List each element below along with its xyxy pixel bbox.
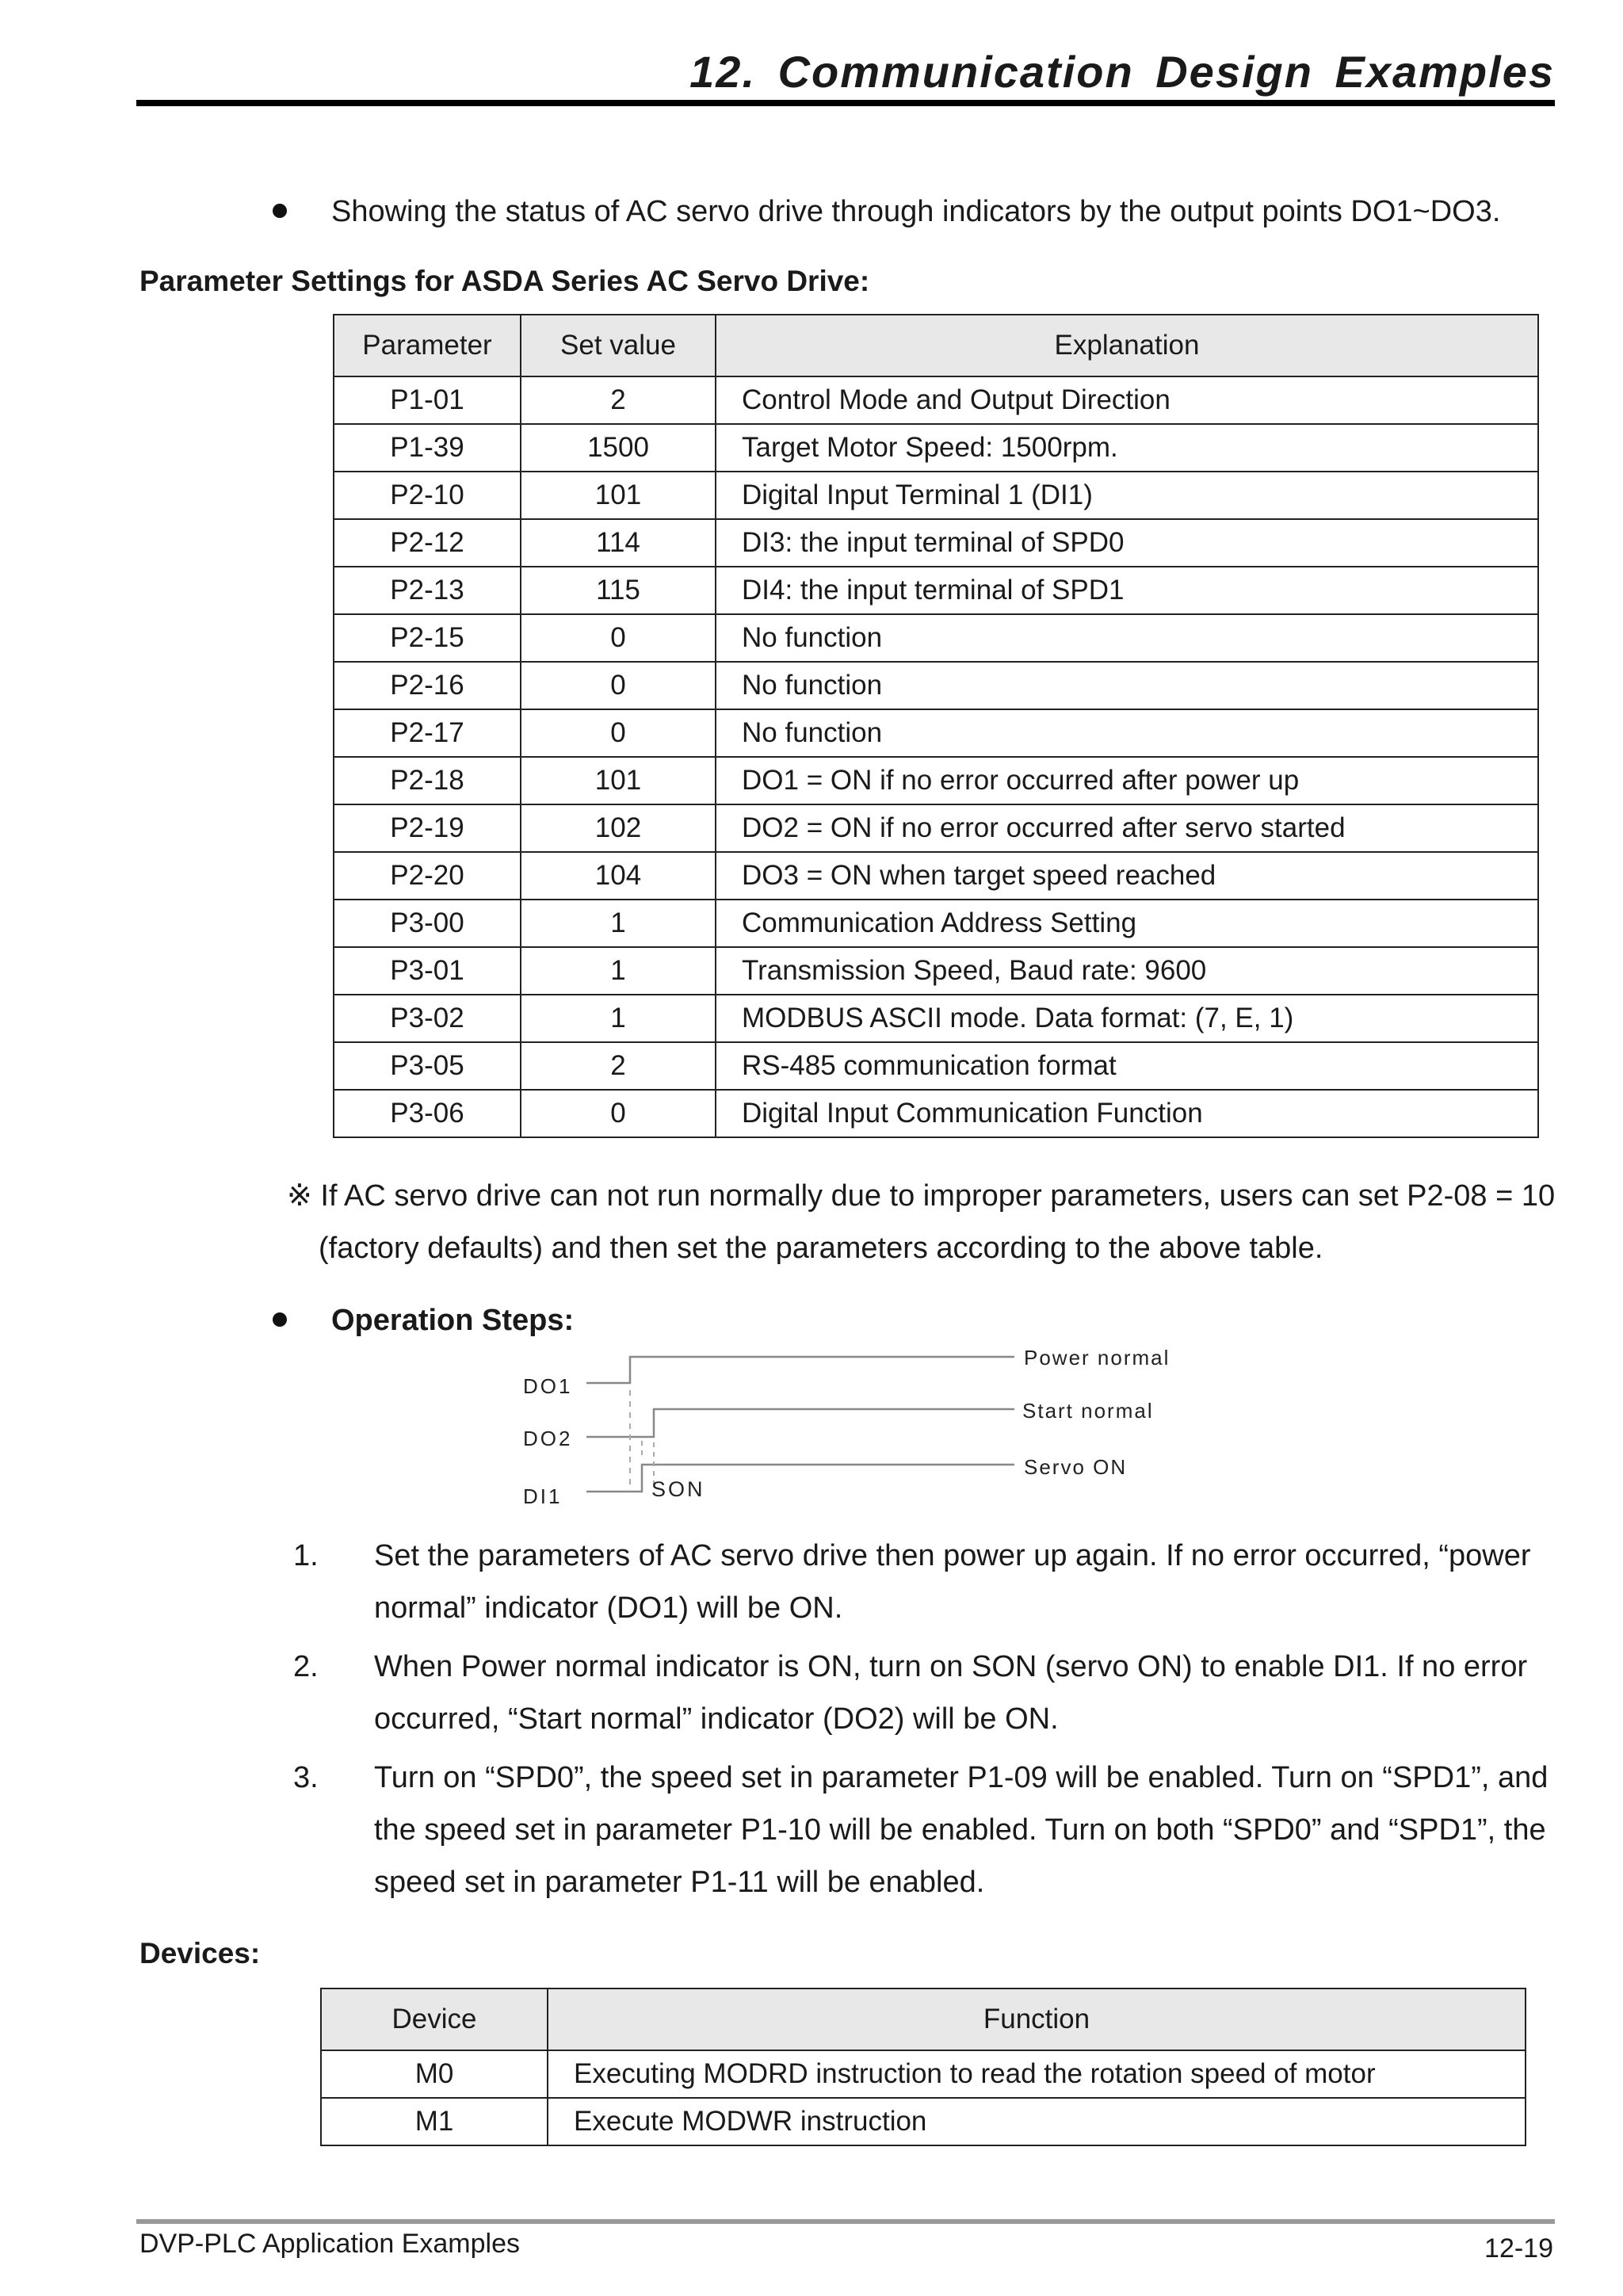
table-cell: P3-01 [334, 947, 521, 995]
param-table-header [334, 315, 1538, 376]
step-text: When Power normal indicator is ON, turn on SON (servo ON) to enable DI1. If no error occurred, “Start normal” indicator (DO2) will be ON. [374, 1650, 1528, 1736]
step-item [293, 1641, 1561, 1745]
table-cell: Control Mode and Output Direction [716, 376, 1538, 424]
table-row [334, 662, 1538, 709]
table-cell: 101 [521, 757, 716, 804]
table-cell: Digital Input Terminal 1 (DI1) [716, 472, 1538, 519]
table-cell: RS-485 communication format [716, 1042, 1538, 1090]
footer-title: DVP-PLC Application Examples [139, 2229, 521, 2259]
table-cell: P1-39 [334, 424, 521, 472]
table-cell: DI3: the input terminal of SPD0 [716, 519, 1538, 567]
di1-waveform [586, 1465, 1014, 1492]
step-item [293, 1530, 1561, 1634]
col-set-value: Set value [521, 315, 716, 376]
step-text: Set the parameters of AC servo drive then power up again. If no error occurred, “power normal” indicator (DO1) will be ON. [374, 1539, 1531, 1625]
table-cell: P2-18 [334, 757, 521, 804]
table-row [321, 2098, 1526, 2145]
step-number: 2. [293, 1650, 319, 1683]
step-number: 1. [293, 1539, 319, 1572]
bullet-icon [273, 204, 287, 218]
table-row [334, 1042, 1538, 1090]
table-cell: DO1 = ON if no error occurred after power up [716, 757, 1538, 804]
table-row [334, 376, 1538, 424]
label-start-normal: Start normal [1022, 1399, 1154, 1423]
table-cell: P2-12 [334, 519, 521, 567]
param-table-body [334, 376, 1538, 1137]
signal-di1: DI1 [523, 1484, 563, 1508]
table-cell: 1 [521, 947, 716, 995]
table-row [321, 2050, 1526, 2098]
bullet-icon [273, 1312, 287, 1327]
table-cell: P2-16 [334, 662, 521, 709]
table-cell: P2-13 [334, 567, 521, 614]
col-parameter: Parameter [334, 315, 521, 376]
table-row [334, 995, 1538, 1042]
table-cell: MODBUS ASCII mode. Data format: (7, E, 1) [716, 995, 1538, 1042]
table-row [334, 757, 1538, 804]
table-cell: M0 [321, 2050, 548, 2098]
col-device: Device [321, 1988, 548, 2050]
table-cell: No function [716, 709, 1538, 757]
device-table [320, 1988, 1526, 2146]
table-cell: P2-19 [334, 804, 521, 852]
table-cell: No function [716, 662, 1538, 709]
col-function: Function [548, 1988, 1526, 2050]
table-cell: P3-05 [334, 1042, 521, 1090]
table-row [334, 424, 1538, 472]
steps-list [293, 1530, 1561, 1915]
col-explanation: Explanation [716, 315, 1538, 376]
table-cell: Digital Input Communication Function [716, 1090, 1538, 1137]
table-cell: P3-06 [334, 1090, 521, 1137]
table-cell: 0 [521, 709, 716, 757]
pulse-label-son: SON [651, 1477, 705, 1501]
note [287, 1170, 1571, 1274]
table-cell: DO3 = ON when target speed reached [716, 852, 1538, 900]
operation-heading: Operation Steps: [331, 1304, 575, 1337]
table-cell: Transmission Speed, Baud rate: 9600 [716, 947, 1538, 995]
table-cell: P3-02 [334, 995, 521, 1042]
table-cell: 102 [521, 804, 716, 852]
footer-rule [136, 2219, 1555, 2224]
table-cell: DI4: the input terminal of SPD1 [716, 567, 1538, 614]
device-table-body [321, 2050, 1526, 2145]
table-cell: Target Motor Speed: 1500rpm. [716, 424, 1538, 472]
table-row [334, 519, 1538, 567]
table-row [334, 900, 1538, 947]
table-cell: P2-17 [334, 709, 521, 757]
table-cell: 1500 [521, 424, 716, 472]
table-cell: 104 [521, 852, 716, 900]
table-cell: Execute MODWR instruction [548, 2098, 1526, 2145]
step-item [293, 1752, 1561, 1908]
table-cell: P2-15 [334, 614, 521, 662]
header-rule [136, 100, 1555, 106]
table-row [334, 709, 1538, 757]
table-cell: Communication Address Setting [716, 900, 1538, 947]
devices-heading: Devices: [139, 1937, 261, 1969]
table-cell: 114 [521, 519, 716, 567]
param-heading: Parameter Settings for ASDA Series AC Servo Drive: [139, 265, 870, 297]
signal-do1: DO1 [523, 1374, 573, 1398]
table-cell: 0 [521, 1090, 716, 1137]
table-cell: DO2 = ON if no error occurred after servo started [716, 804, 1538, 852]
table-row [334, 614, 1538, 662]
table-cell: M1 [321, 2098, 548, 2145]
note-line2: (factory defaults) and then set the parameters according to the above table. [319, 1232, 1323, 1265]
table-cell: 101 [521, 472, 716, 519]
table-cell: P1-01 [334, 376, 521, 424]
do2-waveform [586, 1409, 1014, 1437]
table-row [334, 852, 1538, 900]
step-text: Turn on “SPD0”, the speed set in parameter P1-09 will be enabled. Turn on “SPD1”, and the speed set in parameter P1-10 will be enabled. Turn on both “SPD0” and “SPD1”, the speed set in parameter P1-11 will be enabled. [374, 1761, 1549, 1899]
table-cell: 0 [521, 614, 716, 662]
table-cell: 1 [521, 995, 716, 1042]
table-cell: 2 [521, 1042, 716, 1090]
timing-diagram [507, 1339, 1220, 1518]
table-cell: 0 [521, 662, 716, 709]
table-cell: No function [716, 614, 1538, 662]
label-power-normal: Power normal [1024, 1346, 1170, 1370]
signal-do2: DO2 [523, 1427, 573, 1450]
table-cell: 2 [521, 376, 716, 424]
table-cell: Executing MODRD instruction to read the rotation speed of motor [548, 2050, 1526, 2098]
table-cell: P2-20 [334, 852, 521, 900]
page-title: 12. Communication Design Examples [689, 47, 1555, 97]
table-row [334, 804, 1538, 852]
device-table-header [321, 1988, 1526, 2050]
table-cell: P3-00 [334, 900, 521, 947]
do1-waveform [586, 1357, 1014, 1383]
step-number: 3. [293, 1761, 319, 1794]
table-row [334, 1090, 1538, 1137]
intro-text: Showing the status of AC servo drive through indicators by the output points DO1~DO3. [331, 195, 1501, 228]
note-line1: If AC servo drive can not run normally due to improper parameters, users can set P2-08 = 10 [320, 1179, 1556, 1213]
table-cell: 1 [521, 900, 716, 947]
label-servo-on: Servo ON [1024, 1455, 1128, 1479]
param-table [333, 314, 1539, 1138]
note-symbol: ※ [287, 1179, 312, 1213]
page-number: 12-19 [1484, 2233, 1553, 2264]
table-row [334, 947, 1538, 995]
table-cell: P2-10 [334, 472, 521, 519]
table-cell: 115 [521, 567, 716, 614]
table-row [334, 567, 1538, 614]
table-row [334, 472, 1538, 519]
